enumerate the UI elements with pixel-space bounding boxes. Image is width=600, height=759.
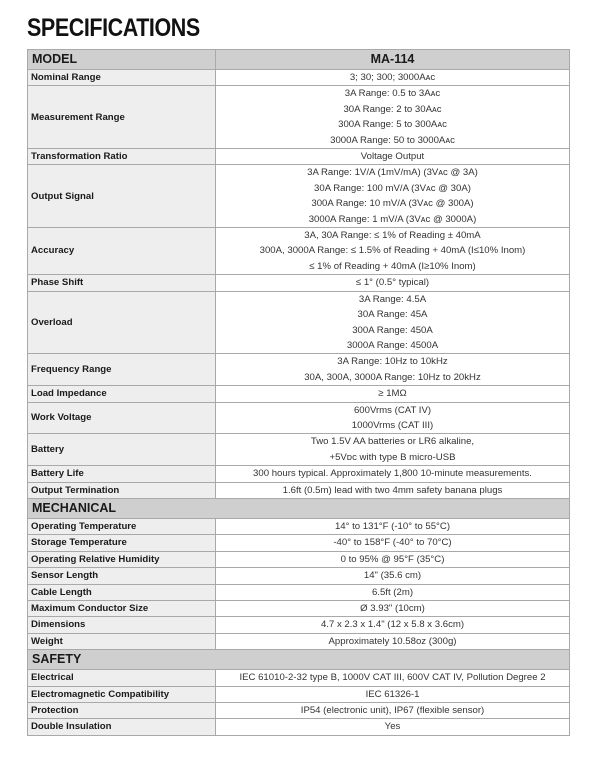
spec-value: 14° to 131°F (-10° to 55°C) [216,518,570,534]
spec-label: Measurement Range [28,86,216,149]
spec-value-line: 1000Vrms (CAT III) [351,419,434,431]
spec-value: IEC 61326-1 [216,686,570,702]
spec-value-line: 1.6ft (0.5m) lead with two 4mm safety banana plugs [282,484,503,496]
spec-label: Work Voltage [28,402,216,434]
spec-row-electrical [28,670,570,686]
spec-row-sensor-length [28,568,570,584]
spec-row-maximum-conductor-size [28,601,570,617]
spec-value: IP54 (electronic unit), IP67 (flexible sensor) [216,703,570,719]
spec-value: 4.7 x 2.3 x 1.4" (12 x 5.8 x 3.6cm) [216,617,570,633]
model-header-value: MA-114 [216,50,570,70]
spec-value [216,149,570,165]
spec-value-line: ≤ 1% of Reading + 40mA (I≥10% Inom) [309,260,476,272]
spec-label: Transformation Ratio [28,149,216,165]
spec-row-dimensions [28,617,570,633]
spec-value-line: 3; 30; 300; 3000Aᴀᴄ [349,72,436,83]
spec-value [216,165,570,228]
spec-label: Double Insulation [28,719,216,735]
spec-row-overload [28,291,570,354]
spec-label: Load Impedance [28,386,216,402]
spec-value [216,402,570,434]
spec-row-weight [28,633,570,649]
specifications-table [27,49,570,736]
spec-value-line: +5Vᴅᴄ with type B micro-USB [329,451,456,463]
spec-label: Output Signal [28,165,216,228]
spec-value [216,86,570,149]
spec-value [216,354,570,386]
spec-value [216,228,570,275]
spec-value: IEC 61010-2-32 type B, 1000V CAT III, 600V CAT IV, Pollution Degree 2 [216,670,570,686]
spec-value-line: 300 hours typical. Approximately 1,800 10-minute measurements. [253,468,532,480]
spec-label: Electrical [28,670,216,686]
spec-row-output-termination [28,482,570,498]
spec-label: Dimensions [28,617,216,633]
spec-value-line: 30A Range: 45A [357,309,428,321]
spec-value-line: 300A Range: 450A [352,324,433,336]
spec-value-line: 3000A Range: 4500A [346,339,439,351]
spec-row-double-insulation [28,719,570,735]
spec-label: Protection [28,703,216,719]
spec-label: Nominal Range [28,70,216,86]
spec-value [216,386,570,402]
mechanical-section-header [28,498,570,518]
spec-value-line: Voltage Output [360,151,425,163]
spec-value-line: 300A Range: 10 mV/A (3Vᴀᴄ @ 300A) [311,198,474,210]
spec-value-line: Two 1.5V AA batteries or LR6 alkaline, [310,436,475,448]
spec-label: Weight [28,633,216,649]
spec-label: Overload [28,291,216,354]
spec-value-line: 600Vrms (CAT IV) [353,404,432,416]
spec-value: Ø 3.93" (10cm) [216,601,570,617]
spec-value-line: ≥ 1MΩ [378,388,407,400]
spec-row-battery [28,434,570,466]
spec-row-battery-life [28,466,570,482]
spec-value: Yes [216,719,570,735]
spec-value [216,482,570,498]
spec-value-line: 3000A Range: 1 mV/A (3Vᴀᴄ @ 3000A) [308,213,477,225]
spec-value-line: 30A Range: 100 mV/A (3Vᴀᴄ @ 30A) [314,182,471,194]
spec-row-electromagnetic-compatibility [28,686,570,702]
spec-row-load-impedance [28,386,570,402]
spec-value: Approximately 10.58oz (300g) [216,633,570,649]
spec-row-measurement-range [28,86,570,149]
spec-row-cable-length [28,584,570,600]
spec-label: Operating Temperature [28,518,216,534]
spec-row-work-voltage [28,402,570,434]
spec-value-line: 3000A Range: 50 to 3000Aᴀᴄ [330,134,455,146]
spec-value-line: 300A, 3000A Range: ≤ 1.5% of Reading + 40mA (I≤10% Inom) [259,245,526,257]
spec-value [216,291,570,354]
spec-value: -40° to 158°F (-40° to 70°C) [216,535,570,551]
page-title: SPECIFICATIONS [27,14,200,42]
spec-value-line: 300A Range: 5 to 300Aᴀᴄ [338,119,447,131]
spec-value-line: 3A, 30A Range: ≤ 1% of Reading ± 40mA [304,230,481,242]
spec-label: Sensor Length [28,568,216,584]
spec-value-line: 3A Range: 10Hz to 10kHz [337,356,448,368]
spec-row-accuracy [28,228,570,275]
spec-row-frequency-range [28,354,570,386]
model-header-label: MODEL [28,50,216,70]
spec-value: 0 to 95% @ 95°F (35°C) [216,551,570,567]
spec-label: Frequency Range [28,354,216,386]
spec-value-line: 3A Range: 4.5A [358,293,427,305]
spec-value [216,466,570,482]
spec-value-line: 3A Range: 1V/A (1mV/mA) (3Vᴀᴄ @ 3A) [307,167,478,179]
spec-label: Phase Shift [28,275,216,291]
spec-value-line: 30A Range: 2 to 30Aᴀᴄ [343,103,442,115]
spec-value [216,434,570,466]
spec-row-output-signal [28,165,570,228]
spec-value [216,70,570,86]
spec-row-transformation-ratio [28,149,570,165]
spec-row-storage-temperature [28,535,570,551]
safety-section-header [28,650,570,670]
spec-row-operating-temperature [28,518,570,534]
model-header-row [28,50,570,70]
spec-row-operating-relative-humidity [28,551,570,567]
spec-value: 6.5ft (2m) [216,584,570,600]
spec-value-line: 3A Range: 0.5 to 3Aᴀᴄ [344,88,441,100]
spec-row-phase-shift [28,275,570,291]
safety-section-title: SAFETY [28,650,570,670]
spec-label: Battery [28,434,216,466]
spec-label: Maximum Conductor Size [28,601,216,617]
spec-value-line: ≤ 1° (0.5° typical) [355,277,430,289]
spec-value: 14" (35.6 cm) [216,568,570,584]
spec-label: Electromagnetic Compatibility [28,686,216,702]
spec-label: Battery Life [28,466,216,482]
spec-value-line: 30A, 300A, 3000A Range: 10Hz to 20kHz [304,371,481,383]
spec-label: Accuracy [28,228,216,275]
spec-label: Output Termination [28,482,216,498]
spec-row-protection [28,703,570,719]
spec-label: Operating Relative Humidity [28,551,216,567]
spec-label: Cable Length [28,584,216,600]
spec-label: Storage Temperature [28,535,216,551]
mechanical-section-title: MECHANICAL [28,498,570,518]
spec-row-nominal-range [28,70,570,86]
spec-value [216,275,570,291]
